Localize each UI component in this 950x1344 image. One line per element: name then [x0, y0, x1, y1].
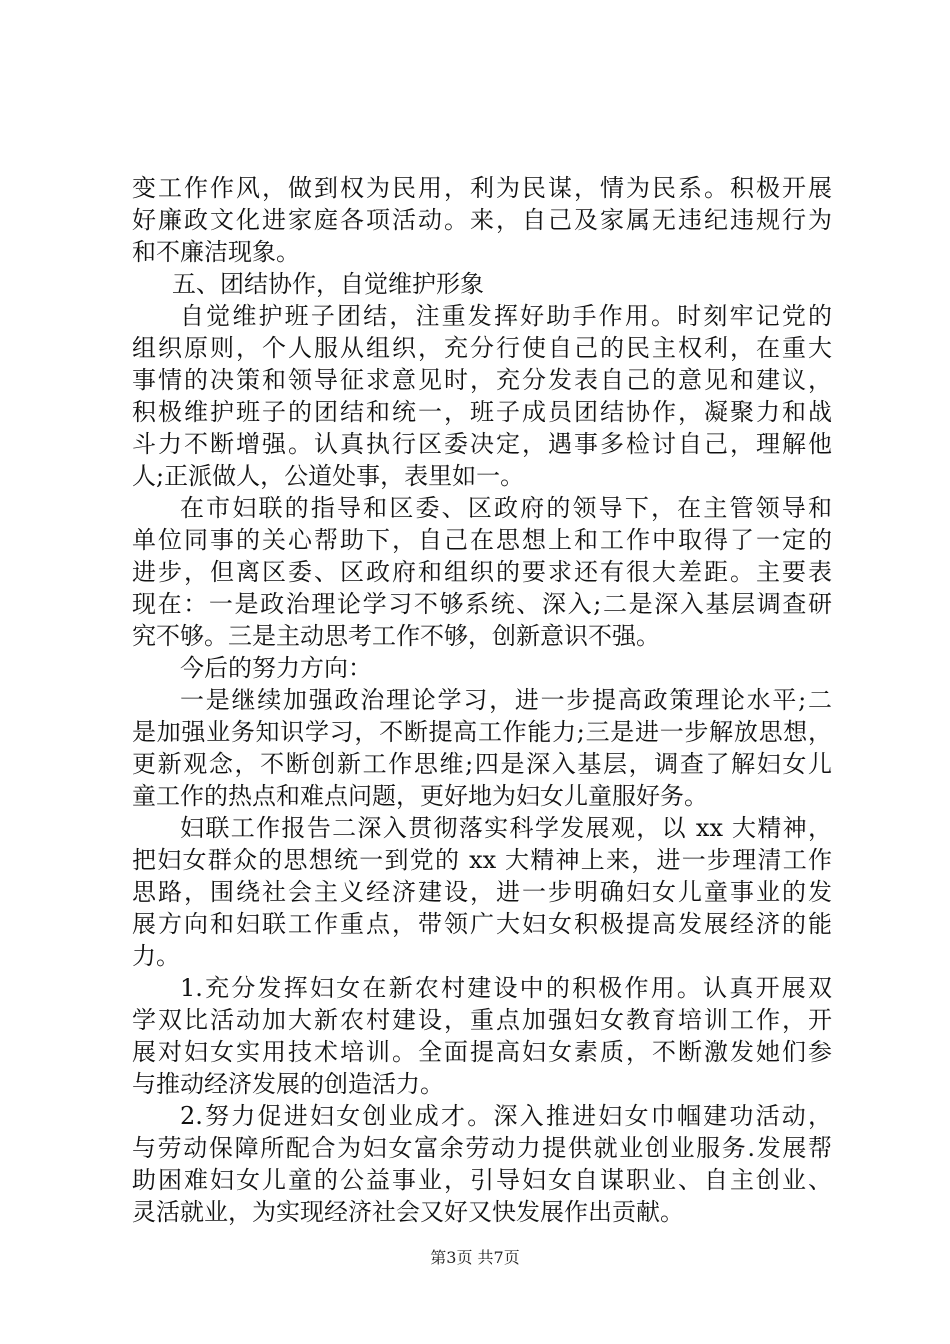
- text-line: 学双比活动加大新农村建设，重点加强妇女教育培训工作，开: [132, 1006, 832, 1034]
- page-number-footer: 第3页 共7页: [430, 1248, 520, 1267]
- paragraph-work-style: [132, 172, 832, 268]
- text-line: 童工作的热点和难点问题，更好地为妇女儿童服好务。: [132, 782, 708, 810]
- text-line: 与推动经济发展的创造活力。: [132, 1070, 444, 1098]
- text-line: 灵活就业，为实现经济社会又好又快发展作出贡献。: [132, 1198, 684, 1226]
- paragraph-team-unity: [132, 300, 832, 492]
- text-line: 助困难妇女儿童的公益事业，引导妇女自谋职业、自主创业、: [132, 1166, 832, 1194]
- text-line: 事情的决策和领导征求意见时，充分发表自己的意见和建议，: [132, 366, 832, 394]
- text-line: 好廉政文化进家庭各项活动。来，自己及家属无违纪违规行为: [132, 206, 832, 234]
- text-line: 变工作作风，做到权为民用，利为民谋，情为民系。积极开展: [132, 174, 832, 202]
- text-line: 更新观念，不断创新工作思维;四是深入基层，调查了解妇女儿: [132, 750, 832, 778]
- text-line: 进步，但离区委、区政府和组织的要求还有很大差距。主要表: [132, 558, 832, 586]
- text-line: 与劳动保障所配合为妇女富余劳动力提供就业创业服务.发展帮: [132, 1134, 832, 1162]
- text-line: 今后的努力方向：: [180, 654, 372, 682]
- document-body: [132, 172, 832, 1228]
- text-line: 单位同事的关心帮助下，自己在思想上和工作中取得了一定的: [132, 526, 832, 554]
- text-line: 妇联工作报告二深入贯彻落实科学发展观，以 xx 大精神，: [180, 814, 832, 842]
- text-line: 是加强业务知识学习，不断提高工作能力;三是进一步解放思想，: [132, 718, 832, 746]
- text-line: 积极维护班子的团结和统一，班子成员团结协作，凝聚力和战: [132, 398, 832, 426]
- paragraph-shortcomings: [132, 492, 832, 652]
- text-line: 究不够。三是主动思考工作不够，创新意识不强。: [132, 622, 660, 650]
- paragraph-report-two-intro: [132, 812, 832, 972]
- paragraph-future-direction-heading: [132, 652, 832, 684]
- text-line: 1.充分发挥妇女在新农村建设中的积极作用。认真开展双: [180, 974, 832, 1002]
- text-line: 展对妇女实用技术培训。全面提高妇女素质，不断激发她们参: [132, 1038, 832, 1066]
- section-heading-unity: [132, 268, 832, 300]
- text-line: 思路，围绕社会主义经济建设，进一步明确妇女儿童事业的发: [132, 878, 832, 906]
- text-line: 展方向和妇联工作重点，带领广大妇女积极提高发展经济的能: [132, 910, 832, 938]
- text-line: 一是继续加强政治理论学习，进一步提高政策理论水平;二: [180, 686, 832, 714]
- section-heading: 五、团结协作，自觉维护形象: [172, 270, 484, 298]
- paragraph-future-direction: [132, 684, 832, 812]
- text-line: 和不廉洁现象。: [132, 238, 300, 266]
- text-line: 现在：一是政治理论学习不够系统、深入;二是深入基层调查研: [132, 590, 832, 618]
- text-line: 把妇女群众的思想统一到党的 xx 大精神上来，进一步理清工作: [132, 846, 832, 874]
- paragraph-item-1: [132, 972, 832, 1100]
- text-line: 力。: [132, 942, 180, 970]
- text-line: 自觉维护班子团结，注重发挥好助手作用。时刻牢记党的: [180, 302, 832, 330]
- paragraph-item-2: [132, 1100, 832, 1228]
- text-line: 斗力不断增强。认真执行区委决定，遇事多检讨自己，理解他: [132, 430, 832, 458]
- text-line: 在市妇联的指导和区委、区政府的领导下，在主管领导和: [180, 494, 832, 522]
- text-line: 组织原则，个人服从组织，充分行使自己的民主权利，在重大: [132, 334, 832, 362]
- text-line: 人;正派做人，公道处事，表里如一。: [132, 462, 525, 490]
- text-line: 2.努力促进妇女创业成才。深入推进妇女巾帼建功活动，: [180, 1102, 832, 1130]
